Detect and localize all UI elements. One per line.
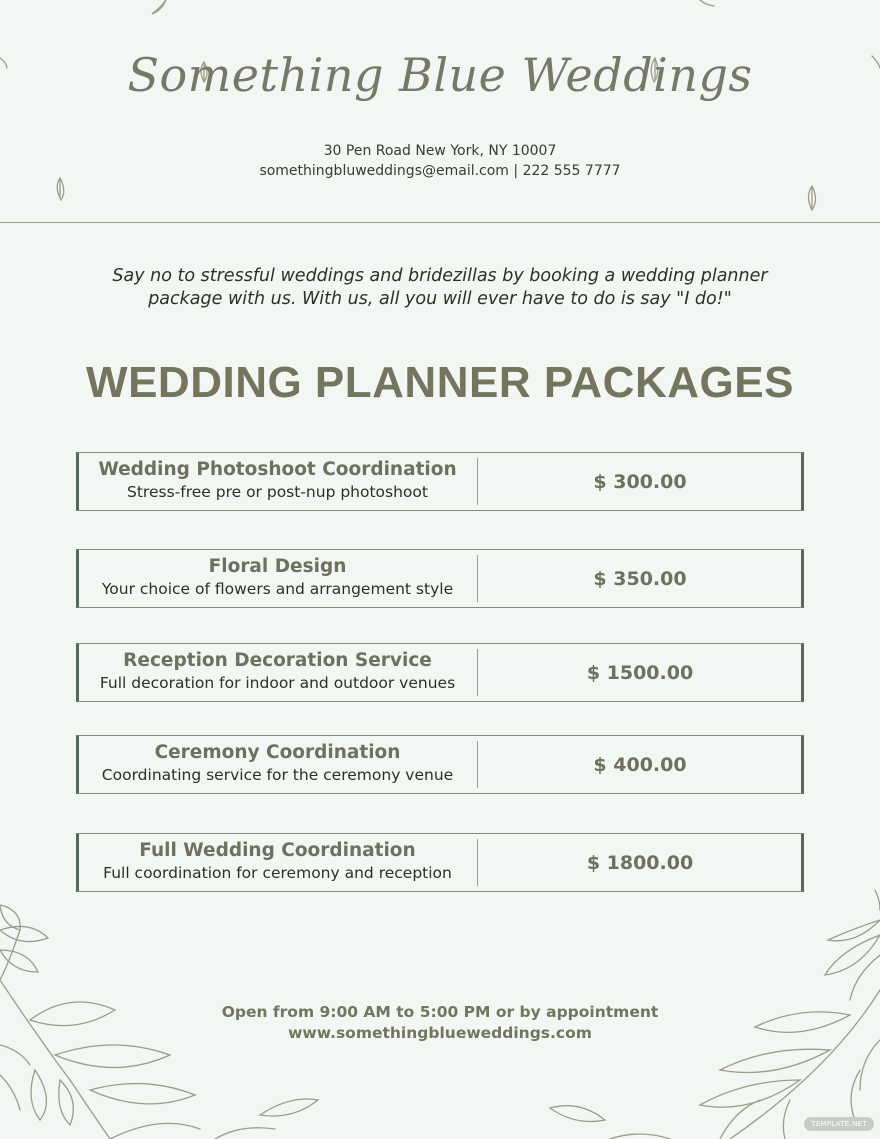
package-divider [477, 649, 478, 696]
package-divider [477, 458, 478, 505]
package-row [76, 452, 804, 511]
leaf-icon [700, 0, 714, 6]
package-price: $ 350.00 [593, 567, 687, 590]
package-name: Floral Design [208, 556, 347, 577]
package-price: $ 400.00 [593, 753, 687, 776]
header-divider [0, 222, 880, 223]
page-title: WEDDING PLANNER PACKAGES [86, 358, 794, 407]
package-description: Your choice of flowers and arrangement style [101, 580, 454, 598]
package-description: Stress-free pre or post-nup photoshoot [127, 483, 428, 501]
intro-text: Say no to stressful weddings and bridezillas by booking a wedding planner package with us. With us, all you will ever have to do is say "I do!" [112, 266, 768, 309]
package-description: Full decoration for indoor and outdoor venues [99, 674, 456, 692]
package-price: $ 1800.00 [586, 851, 694, 874]
website-link[interactable]: www.somethingblueweddings.com [288, 1024, 592, 1042]
package-divider [477, 741, 478, 788]
brand-logo: Something Blue Weddings [127, 48, 753, 102]
package-row [76, 549, 804, 608]
package-name: Reception Decoration Service [123, 650, 432, 671]
package-divider [477, 555, 478, 602]
package-row [76, 643, 804, 702]
package-price: $ 300.00 [593, 470, 687, 493]
leaf-icon [57, 178, 64, 200]
package-name: Wedding Photoshoot Coordination [98, 459, 457, 480]
package-description: Full coordination for ceremony and reception [103, 864, 452, 882]
package-row [76, 833, 804, 892]
package-row [76, 735, 804, 794]
leaf-icon [809, 186, 816, 210]
business-hours: Open from 9:00 AM to 5:00 PM or by appointment [221, 1003, 659, 1021]
package-description: Coordinating service for the ceremony venue [101, 766, 454, 784]
contact-line: somethingbluweddings@email.com | 222 555 7777 [259, 163, 621, 179]
package-price: $ 1500.00 [586, 661, 694, 684]
package-name: Full Wedding Coordination [139, 840, 416, 861]
package-name: Ceremony Coordination [154, 742, 401, 763]
leaf-icon [152, 0, 166, 14]
address: 30 Pen Road New York, NY 10007 [323, 143, 557, 159]
package-divider [477, 839, 478, 886]
watermark-badge: TEMPLATE.NET [804, 1117, 874, 1131]
